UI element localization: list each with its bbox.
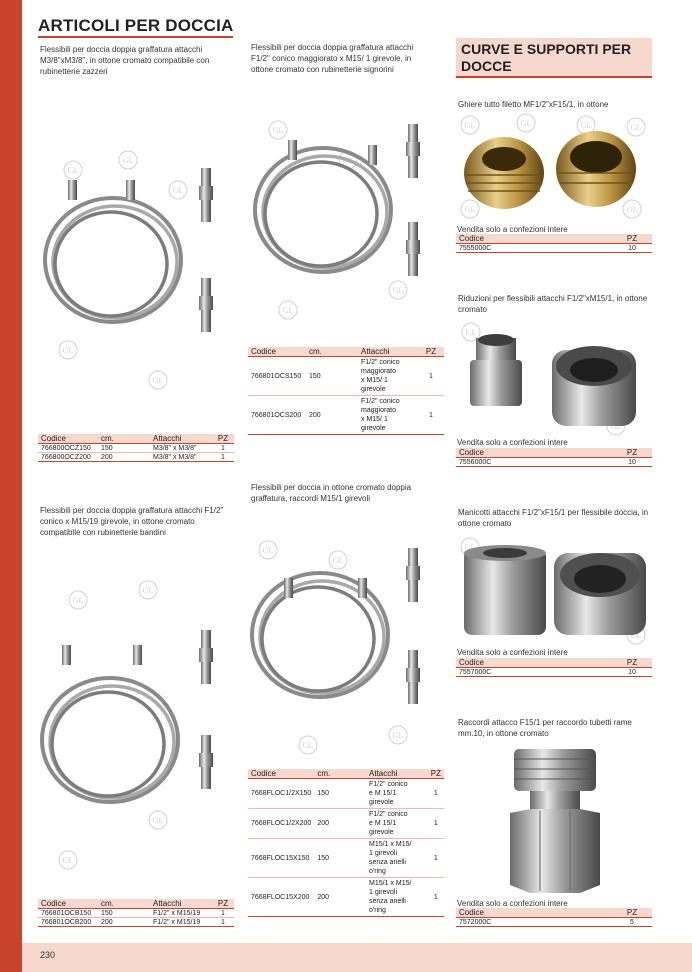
cell-cm: 150 <box>314 839 366 878</box>
table-row <box>38 909 234 918</box>
table-floc <box>248 769 444 917</box>
vendita-note-ghiere: Vendita solo a confezioni intere <box>457 225 568 234</box>
product-desc-raccordi: Raccordi attacco F15/1 per raccordo tubetti rame mm.10, in ottone cromato <box>458 718 632 738</box>
cell-codice: 7668FLOC15X150 <box>248 839 314 878</box>
col-pz: PZ <box>612 658 652 668</box>
col-pz: PZ <box>418 347 444 357</box>
table-header <box>456 658 652 668</box>
attacchi-line: girevole <box>369 829 394 836</box>
table-row <box>38 444 234 453</box>
cell-pz: 1 <box>428 839 444 878</box>
table-row <box>248 839 444 878</box>
riduzioni-image <box>456 320 652 438</box>
col-cm: cm. <box>98 434 150 444</box>
col-attacchi: Attacchi <box>358 347 418 357</box>
attacchi-line: o'ring <box>369 868 386 875</box>
attacchi-line: girevole <box>361 425 386 432</box>
ghiere-image <box>456 113 652 223</box>
table-row <box>456 458 652 467</box>
attacchi-line: 1 girevoli <box>369 850 398 857</box>
col-cm: cm. <box>98 899 150 909</box>
hose-image-floc <box>248 520 448 760</box>
table-raccordi <box>456 908 652 927</box>
product-desc-riduzioni: Riduzioni per flessibili attacchi F1/2"xM15/1, in ottone cromato <box>458 294 648 314</box>
product-desc-bandini: Flessibili per doccia doppia graffatura attacchi F1/2" conico x M15/19 girevole, in ottone cromato compatibile con rubinetterie bandini <box>40 506 224 537</box>
cell-pz: 1 <box>212 444 234 453</box>
cell-pz: 10 <box>612 458 652 467</box>
vendita-note-raccordi: Vendita solo a confezioni intere <box>457 899 568 908</box>
attacchi-line: x M15/ 1 <box>361 416 388 423</box>
cell-cm: 200 <box>314 878 366 917</box>
product-desc-ghiere: Ghiere tutto filetto MF1/2"xF15/1, in ottone <box>458 100 609 109</box>
vendita-note-riduzioni: Vendita solo a confezioni intere <box>457 438 568 447</box>
cell-attacchi <box>366 779 428 809</box>
col-attacchi: Attacchi <box>150 899 212 909</box>
cell-pz: 1 <box>428 878 444 917</box>
cell-attacchi: F1/2" x M15/19 <box>150 909 212 918</box>
cell-attacchi <box>366 878 428 917</box>
cell-codice: 766801OCS150 <box>248 357 306 396</box>
cell-cm: 150 <box>314 779 366 809</box>
cell-codice: 7555000C <box>456 244 612 253</box>
cell-attacchi: M3/8" x M3/8" <box>150 453 212 462</box>
table-header <box>248 347 444 357</box>
attacchi-line: e M 15/1 <box>369 820 397 827</box>
attacchi-line: F1/2" conico <box>361 398 400 405</box>
cell-codice: 7668FLOC15X200 <box>248 878 314 917</box>
attacchi-line: x M15/ 1 <box>361 377 388 384</box>
table-riduzioni <box>456 448 652 467</box>
attacchi-line: 1 girevoli <box>369 889 398 896</box>
cell-pz: 1 <box>212 918 234 927</box>
cell-codice: 766800OCZ150 <box>38 444 98 453</box>
table-row <box>38 453 234 462</box>
table-bandini <box>38 899 234 927</box>
cell-cm: 150 <box>98 444 150 453</box>
table-zazzeri <box>38 434 234 462</box>
attacchi-line: maggiorato <box>361 368 397 375</box>
attacchi-line: e M 15/1 <box>369 790 397 797</box>
attacchi-line: senza anelli <box>369 859 406 866</box>
attacchi-line: M15/1 x M15/ <box>369 841 412 848</box>
cell-attacchi: F1/2" x M15/19 <box>150 918 212 927</box>
table-header <box>248 769 444 779</box>
footer-band <box>22 943 692 972</box>
col-attacchi: Attacchi <box>150 434 212 444</box>
cell-attacchi <box>366 839 428 878</box>
col-pz: PZ <box>612 908 652 918</box>
attacchi-line: o'ring <box>369 907 386 914</box>
hose-image-signorini <box>248 110 448 340</box>
table-header <box>456 234 652 244</box>
cell-cm: 150 <box>306 357 358 396</box>
col-codice: Codice <box>456 234 612 244</box>
attacchi-line: F1/2" conico <box>369 811 408 818</box>
cell-codice: 7668FLOC1/2X150 <box>248 779 314 809</box>
hose-image-zazzeri <box>38 130 238 430</box>
page-title: ARTICOLI PER DOCCIA <box>38 16 234 35</box>
col-codice: Codice <box>38 899 98 909</box>
col-codice: Codice <box>248 769 314 779</box>
hose-image-bandini <box>38 560 238 890</box>
table-row <box>248 878 444 917</box>
table-header <box>456 908 652 918</box>
cell-codice: 766800OCZ200 <box>38 453 98 462</box>
col-pz: PZ <box>212 434 234 444</box>
section-heading <box>456 38 652 78</box>
table-signorini <box>248 347 444 435</box>
section-heading-line2: DOCCE <box>461 58 512 74</box>
cell-pz: 1 <box>428 809 444 839</box>
table-header <box>456 448 652 458</box>
col-cm: cm. <box>306 347 358 357</box>
cell-pz: 1 <box>212 909 234 918</box>
cell-pz: 1 <box>212 453 234 462</box>
section-heading-line1: CURVE E SUPPORTI PER <box>461 41 632 57</box>
cell-pz: 1 <box>418 396 444 435</box>
table-row <box>248 357 444 396</box>
cell-cm: 150 <box>98 909 150 918</box>
cell-cm: 200 <box>98 918 150 927</box>
table-row <box>248 396 444 435</box>
cell-attacchi <box>358 357 418 396</box>
cell-codice: 7556000C <box>456 458 612 467</box>
left-accent-band <box>0 0 22 972</box>
cell-cm: 200 <box>306 396 358 435</box>
col-pz: PZ <box>612 234 652 244</box>
cell-pz: 1 <box>418 357 444 396</box>
col-attacchi: Attacchi <box>366 769 428 779</box>
table-row <box>456 244 652 253</box>
table-row <box>456 918 652 927</box>
col-codice: Codice <box>38 434 98 444</box>
cell-pz: 10 <box>612 244 652 253</box>
cell-pz: 1 <box>428 779 444 809</box>
attacchi-line: maggiorato <box>361 407 397 414</box>
table-row <box>38 918 234 927</box>
col-pz: PZ <box>212 899 234 909</box>
table-header <box>38 899 234 909</box>
table-row <box>248 779 444 809</box>
cell-attacchi <box>366 809 428 839</box>
table-header <box>38 434 234 444</box>
raccordi-image <box>500 745 610 897</box>
cell-codice: 766801OCS200 <box>248 396 306 435</box>
cell-pz: 5 <box>612 918 652 927</box>
cell-codice: 766801OCB150 <box>38 909 98 918</box>
col-codice: Codice <box>248 347 306 357</box>
col-codice: Codice <box>456 908 612 918</box>
cell-codice: 7572000C <box>456 918 612 927</box>
table-manicotti <box>456 658 652 677</box>
col-pz: PZ <box>428 769 444 779</box>
vendita-note-manicotti: Vendita solo a confezioni intere <box>457 648 568 657</box>
table-row <box>456 668 652 677</box>
cell-pz: 10 <box>612 668 652 677</box>
product-desc-floc: Flessibili per doccia in ottone cromato doppia graffatura, raccordi M15/1 girevoli <box>251 483 412 503</box>
cell-cm: 200 <box>314 809 366 839</box>
attacchi-line: M15/1 x M15/ <box>369 880 412 887</box>
col-codice: Codice <box>456 448 612 458</box>
cell-codice: 7557000C <box>456 668 612 677</box>
table-ghiere <box>456 234 652 253</box>
cell-codice: 7668FLOC1/2X200 <box>248 809 314 839</box>
table-row <box>248 809 444 839</box>
attacchi-line: girevole <box>361 386 386 393</box>
product-desc-zazzeri: Flessibili per doccia doppia graffatura attacchi M3/8"xM3/8", in ottone cromato compatibile con rubinetterie zazzeri <box>40 45 210 76</box>
attacchi-line: senza anelli <box>369 898 406 905</box>
product-desc-manicotti: Manicotti attacchi F1/2"xF15/1 per flessibile doccia, in ottone cromato <box>458 508 649 528</box>
manicotti-image <box>456 535 652 645</box>
attacchi-line: girevole <box>369 799 394 806</box>
attacchi-line: F1/2" conico <box>361 359 400 366</box>
col-cm: cm. <box>314 769 366 779</box>
col-pz: PZ <box>612 448 652 458</box>
attacchi-line: F1/2" conico <box>369 781 408 788</box>
cell-attacchi: M3/8" x M3/8" <box>150 444 212 453</box>
col-codice: Codice <box>456 658 612 668</box>
product-desc-signorini: Flessibili per doccia doppia graffatura attacchi F1/2" conico maggiorato x M15/ 1 girevole, in ottone cromato con rubinetterie signorini <box>251 43 414 74</box>
page-number: 230 <box>40 950 56 960</box>
cell-codice: 766801OCB200 <box>38 918 98 927</box>
cell-attacchi <box>358 396 418 435</box>
cell-cm: 200 <box>98 453 150 462</box>
title-underline <box>38 36 233 38</box>
